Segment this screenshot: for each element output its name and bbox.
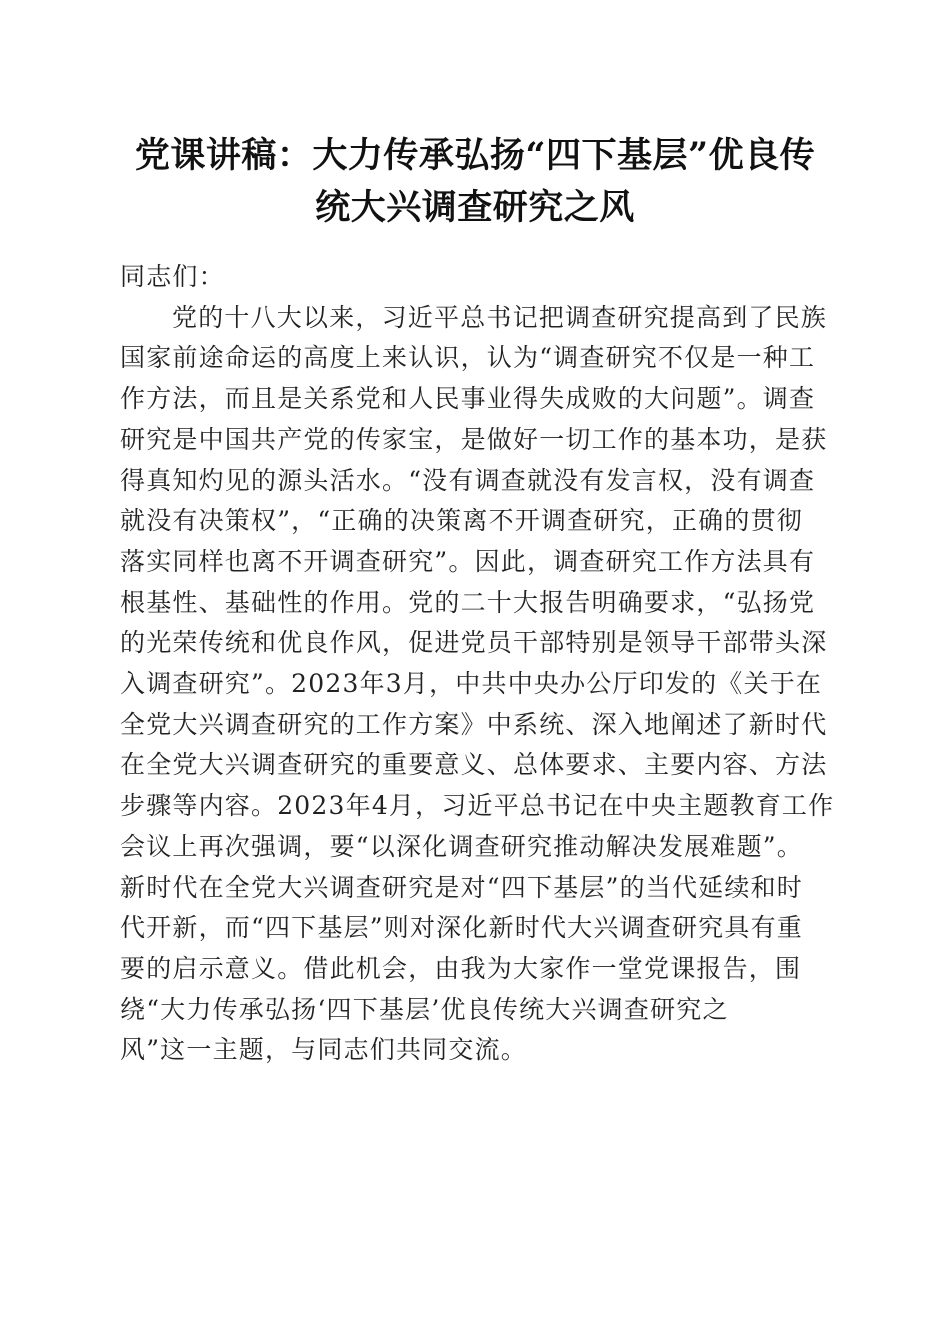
paragraph-line: 国家前途命运的高度上来认识，认为“调查研究不仅是一种工	[120, 343, 816, 373]
paragraph-line: 绕“大力传承弘扬‘四下基层’优良传统大兴调查研究之	[120, 994, 729, 1024]
paragraph-line: 要的启示意义。借此机会，由我为大家作一堂党课报告，围	[120, 953, 802, 983]
paragraph-line: 得真知灼见的源头活水。“没有调查就没有发言权，没有调查	[120, 465, 816, 495]
document-title	[100, 130, 850, 234]
title-line-2: 统大兴调查研究之风	[315, 187, 635, 228]
title-line-1: 党课讲稿：大力传承弘扬“四下基层”优良传	[134, 135, 816, 176]
paragraph-line: 风”这一主题，与同志们共同交流。	[120, 1035, 527, 1065]
paragraph-line: 全党大兴调查研究的工作方案》中系统、深入地阐述了新时代	[120, 709, 828, 739]
paragraph-line: 会议上再次强调，要“以深化调查研究推动解决发展难题”。	[120, 831, 803, 861]
paragraph-line: 新时代在全党大兴调查研究是对“四下基层”的当代延续和时	[120, 872, 803, 902]
paragraph-line: 在全党大兴调查研究的重要意义、总体要求、主要内容、方法	[120, 750, 828, 780]
paragraph-line: 党的十八大以来，习近平总书记把调查研究提高到了民族	[172, 302, 828, 332]
paragraph-line: 作方法，而且是关系党和人民事业得失成败的大问题”。调查	[120, 384, 816, 414]
paragraph-line: 落实同样也离不开调查研究”。因此，调查研究工作方法具有	[120, 546, 816, 576]
salutation: 同志们：	[120, 262, 225, 291]
document-body	[120, 257, 835, 1071]
paragraph-line: 就没有决策权”，“正确的决策离不开调查研究，正确的贯彻	[120, 506, 803, 536]
paragraph-line: 步骤等内容。2023年4月，习近平总书记在中央主题教育工作	[120, 791, 835, 821]
paragraph-line: 代开新，而“四下基层”则对深化新时代大兴调查研究具有重	[120, 913, 803, 943]
paragraph-line: 入调查研究”。2023年3月，中共中央办公厅印发的《关于在	[120, 669, 823, 699]
paragraph-line: 的光荣传统和优良作风，促进党员干部特别是领导干部带头深	[120, 628, 828, 658]
paragraph-line: 研究是中国共产党的传家宝，是做好一切工作的基本功，是获	[120, 424, 828, 454]
paragraph-line: 根基性、基础性的作用。党的二十大报告明确要求，“弘扬党	[120, 587, 816, 617]
